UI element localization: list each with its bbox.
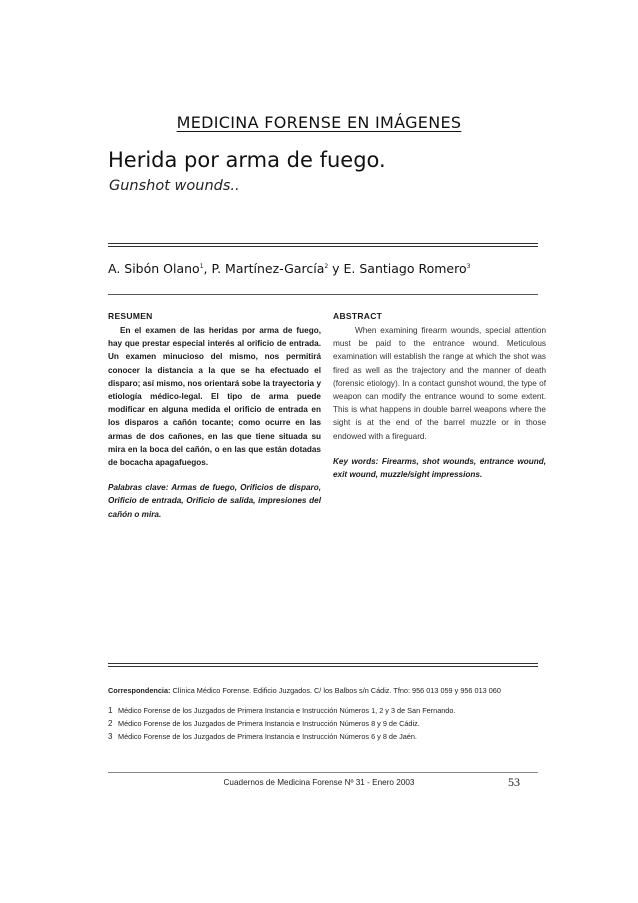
footnote-3-number: 3 <box>108 732 113 741</box>
footnote-2-text: Médico Forense de los Juzgados de Primera Instancia e Instrucción Números 8 y 9 de Cádiz. <box>118 719 420 728</box>
abstract-keywords: Key words: Firearms, shot wounds, entrance wound, exit wound, muzzle/sight impressions. <box>333 456 546 480</box>
author-3: y E. Santiago Romero <box>328 261 467 276</box>
top-rule-2 <box>108 246 538 247</box>
footer-rule <box>108 772 538 773</box>
section-title: MEDICINA FORENSE EN IMÁGENES <box>176 113 462 132</box>
footnote-rule-1 <box>108 663 538 664</box>
abstract-body: When examining firearm wounds, special attention must be paid to the entrance wound. Meticulous examination will establish the range at which the shot was fired as well as the trajectory and the manner of death (forensic etiology). In a contact gunshot wound, the type of weapon can modify the entrance wound to some extent. This is what happens in double barrel weapons where the sight is at the end of the barrel muzzle or in those endowed with a fireguard. <box>333 326 546 441</box>
footnote-3-text: Médico Forense de los Juzgados de Primera Instancia e Instrucción Números 6 y 8 de Jaén. <box>118 732 417 741</box>
authors-rule <box>108 294 538 295</box>
author-1-affil: 1 <box>199 262 204 270</box>
author-2-affil: 2 <box>324 262 329 270</box>
footnote-1 <box>108 706 455 715</box>
page-number: 53 <box>508 775 520 789</box>
resumen-column <box>108 311 321 521</box>
footnote-1-number: 1 <box>108 706 113 715</box>
article-title: Herida por arma de fuego. <box>108 148 386 172</box>
correspondence-text: Clínica Médico Forense. Edificio Juzgados. C/ los Balbos s/n Cádiz. Tfno: 956 013 059 y 956 013 060 <box>170 686 501 695</box>
resumen-heading: RESUMEN <box>108 311 153 321</box>
top-rule-1 <box>108 243 538 244</box>
resumen-keywords: Palabras clave: Armas de fuego, Orificios de disparo, Orificio de entrada, Orificio de salida, impresiones del cañón o mira. <box>108 483 321 519</box>
author-line <box>108 261 470 276</box>
author-3-affil: 3 <box>466 262 471 270</box>
footnote-1-text: Médico Forense de los Juzgados de Primera Instancia e Instrucción Números 1, 2 y 3 de San Fernando. <box>118 706 456 715</box>
footnote-2-number: 2 <box>108 719 113 728</box>
abstract-heading: ABSTRACT <box>333 311 383 321</box>
author-2: , P. Martínez-García <box>203 261 325 276</box>
article-subtitle: Gunshot wounds.. <box>109 178 240 194</box>
footnote-2 <box>108 719 420 728</box>
journal-footer: Cuadernos de Medicina Forense Nº 31 - Enero 2003 <box>223 778 415 787</box>
correspondence-label: Correspondencia: <box>108 686 171 695</box>
abstract-column <box>333 311 546 481</box>
author-1: A. Sibón Olano <box>108 261 200 276</box>
footnote-rule-2 <box>108 666 538 667</box>
footnote-3 <box>108 732 417 741</box>
resumen-body: En el examen de las heridas por arma de fuego, hay que prestar especial interés al orificio de entrada. Un examen minucioso del mismo, nos permitirá conocer la distancia a la que se ha efectuado el disparo; así mismo, nos orientará sobe la trayectoria y etiología médico-legal. El tipo de arma puede modificar en alguna medida el orificio de entrada en los disparos a cañón tocante; como ocurre en las armas de dos cañones, en las que tiene situada su mira en la boca del cañón, o en las que están dotadas de bocacha apagafuegos. <box>108 326 321 468</box>
correspondence <box>108 686 501 695</box>
